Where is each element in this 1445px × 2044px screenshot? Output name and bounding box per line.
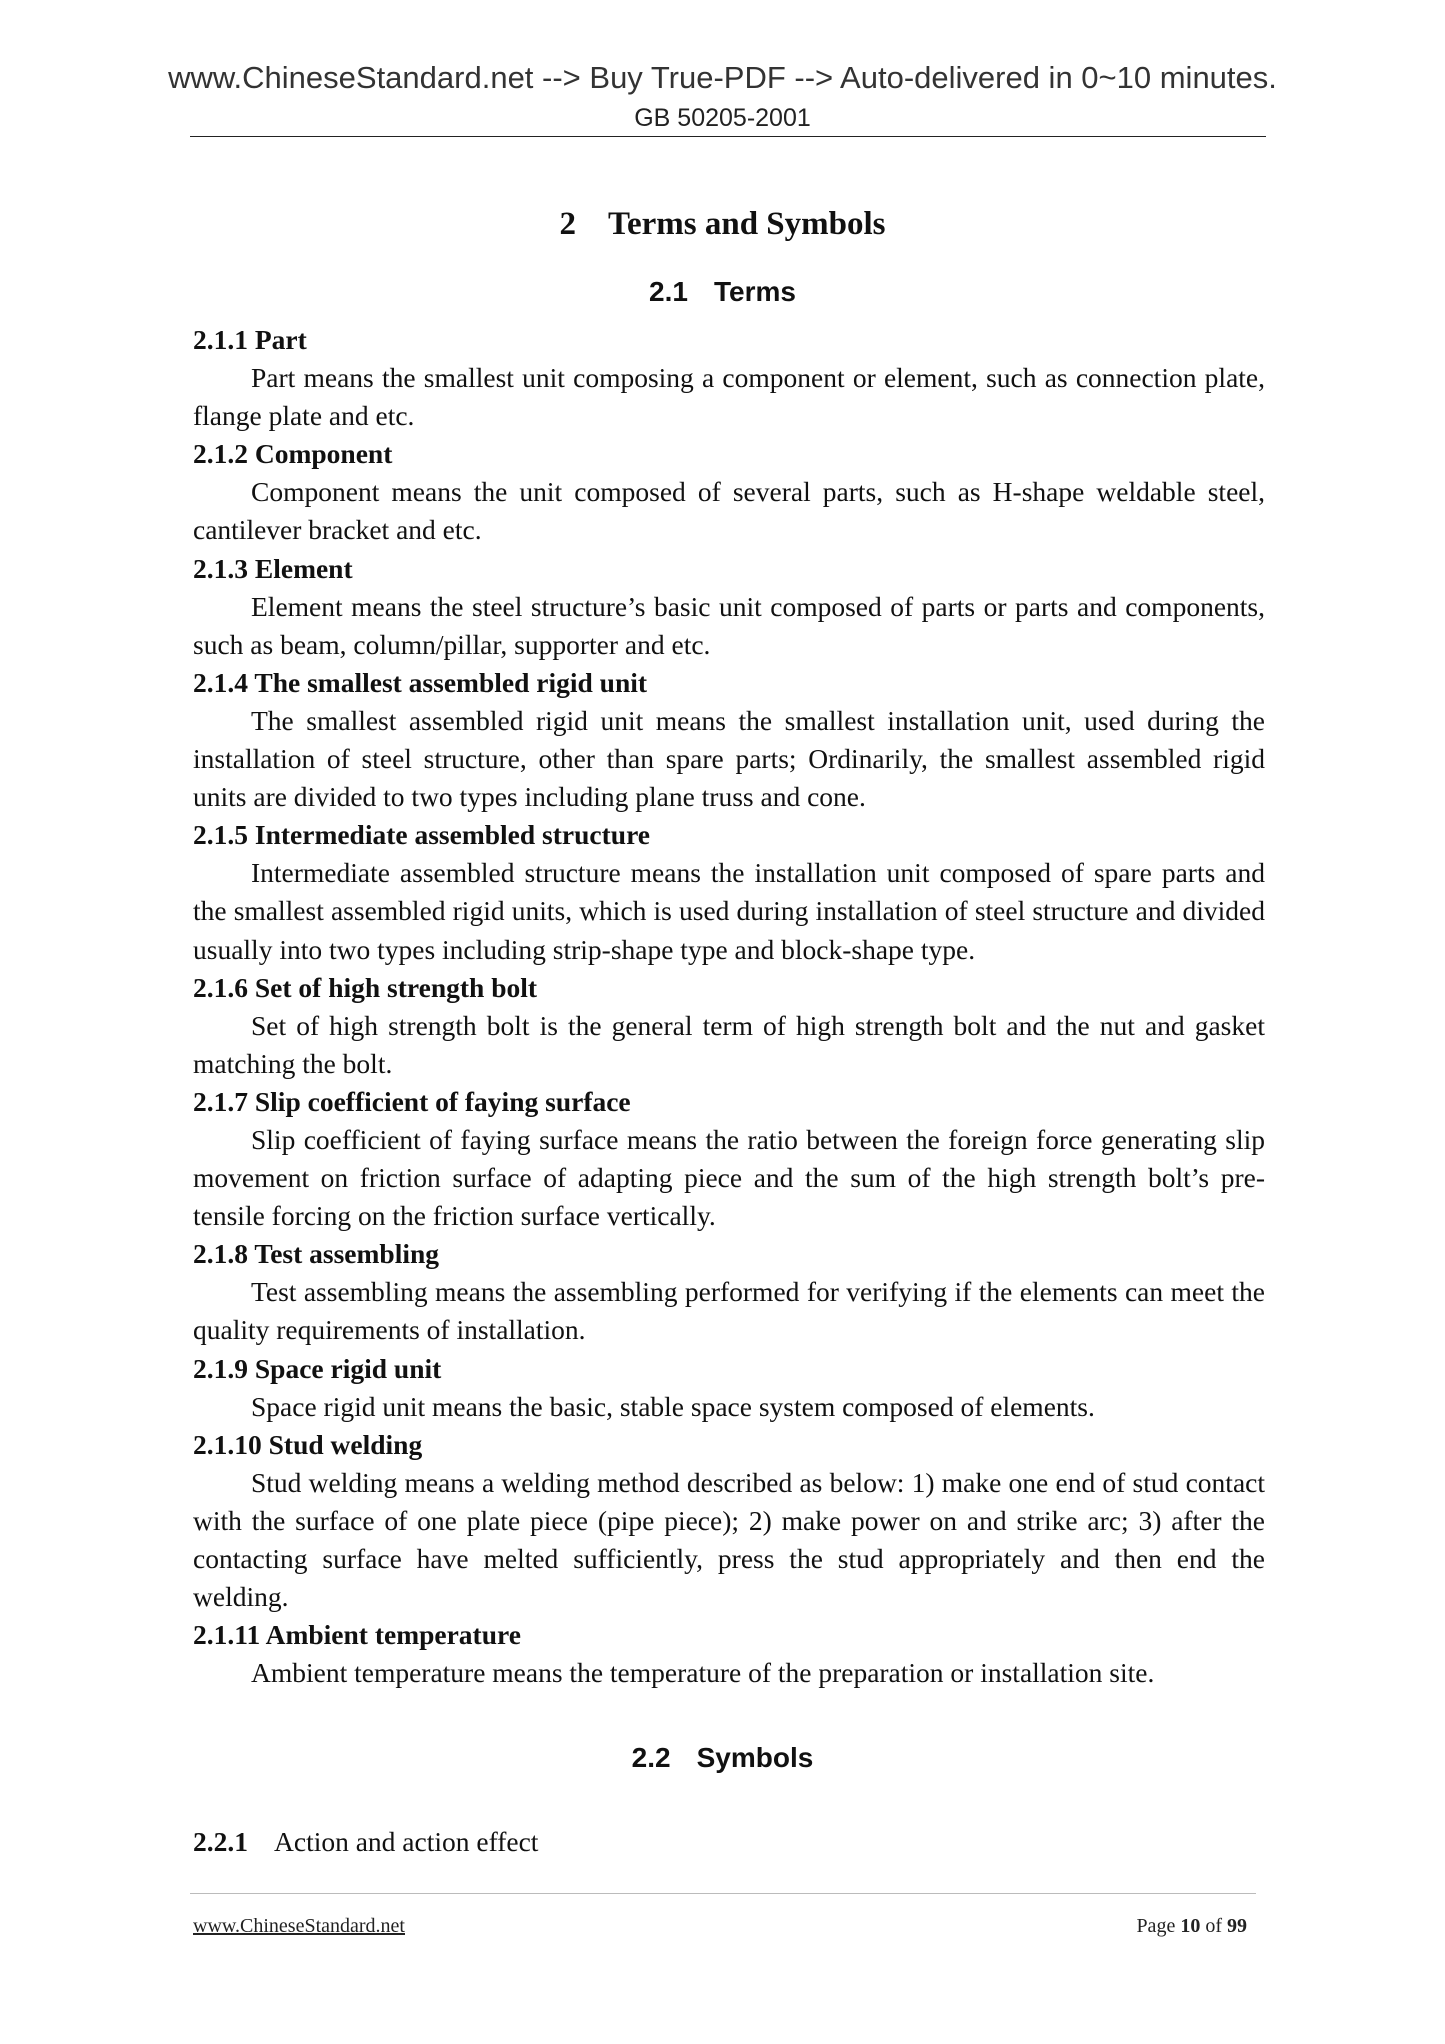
page-of: of [1205,1915,1222,1937]
term-heading: 2.1.7 Slip coefficient of faying surface [193,1085,631,1117]
header-divider [190,136,1266,137]
term-definition: Intermediate assembled structure means the installation unit composed of spare parts and the smallest assembled rigid units, which is used during installation of steel structure and divided usually into two types including strip-shape type and block-shape type. [193,857,1265,965]
term-heading: 2.1.3 Element [193,552,353,584]
term-definition: Element means the steel structure’s basic unit composed of parts or parts and components, such as beam, column/pillar, supporter and etc. [193,590,1265,660]
term-definition: Space rigid unit means the basic, stable space system composed of elements. [251,1390,1095,1422]
term-definition: Slip coefficient of faying surface means the ratio between the foreign force generating slip movement on friction surface of adapting piece and the sum of the high strength bolt’s pre-tensile forcing on the friction surface vertically. [193,1123,1265,1232]
term-definition: Stud welding means a welding method described as below: 1) make one end of stud contact with the surface of one plate piece (pipe piece); 2) make power on and strike arc; 3) after the contacting surface have melted sufficiently, press the stud appropriately and then end the welding. [193,1466,1265,1613]
section-heading-symbols [0,1740,1445,1776]
term-definition: Ambient temperature means the temperature of the preparation or installation site. [251,1657,1155,1689]
term-definition: Part means the smallest unit composing a component or element, such as connection plate, flange plate and etc. [193,362,1265,432]
term-definition: The smallest assembled rigid unit means the smallest installation unit, used during the installation of steel structure, other than spare parts; Ordinarily, the smallest assembled rigid units are divided to two types including plane truss and cone. [193,704,1265,813]
terms-list [193,321,1265,1692]
subsection-number: 2.2.1 [193,1826,248,1857]
purchase-banner: www.ChineseStandard.net --> Buy True-PDF --> Auto-delivered in 0~10 minutes. [168,60,1277,95]
footer-site-link[interactable]: www.ChineseStandard.net [193,1915,405,1937]
term-heading: 2.1.5 Intermediate assembled structure [193,819,650,851]
chapter-title [0,202,1445,246]
page-current: 10 [1180,1915,1201,1937]
section-number: 2.2 [631,1742,671,1773]
section-title: Symbols [696,1742,814,1773]
term-definition: Set of high strength bolt is the general term of high strength bolt and the nut and gasket matching the bolt. [193,1009,1265,1079]
chapter-number: 2 [559,206,576,242]
section-title: Terms [713,276,796,307]
term-heading: 2.1.8 Test assembling [193,1238,440,1270]
term-heading: 2.1.4 The smallest assembled rigid unit [193,666,648,698]
document-id: GB 50205-2001 [634,104,811,132]
term-heading: 2.1.10 Stud welding [193,1428,423,1460]
footer-divider [190,1893,1256,1894]
term-heading: 2.1.2 Component [193,438,393,470]
section-heading-terms [0,274,1445,310]
section-number: 2.1 [649,276,688,307]
term-heading: 2.1.9 Space rigid unit [193,1352,442,1384]
term-heading: 2.1.6 Set of high strength bolt [193,971,538,1003]
term-heading: 2.1.1 Part [193,324,307,355]
term-heading: 2.1.11 Ambient temperature [193,1619,521,1651]
term-definition: Component means the unit composed of several parts, such as H-shape weldable steel, cantilever bracket and etc. [193,476,1265,546]
page-number [1136,1914,1247,1938]
subsection-title: Action and action effect [274,1826,539,1857]
page-prefix: Page [1136,1915,1176,1937]
term-definition: Test assembling means the assembling performed for verifying if the elements can meet the quality requirements of installation. [193,1276,1265,1346]
symbols-subsection [193,1823,538,1861]
page-total: 99 [1227,1915,1247,1937]
chapter-title-text: Terms and Symbols [607,206,886,242]
